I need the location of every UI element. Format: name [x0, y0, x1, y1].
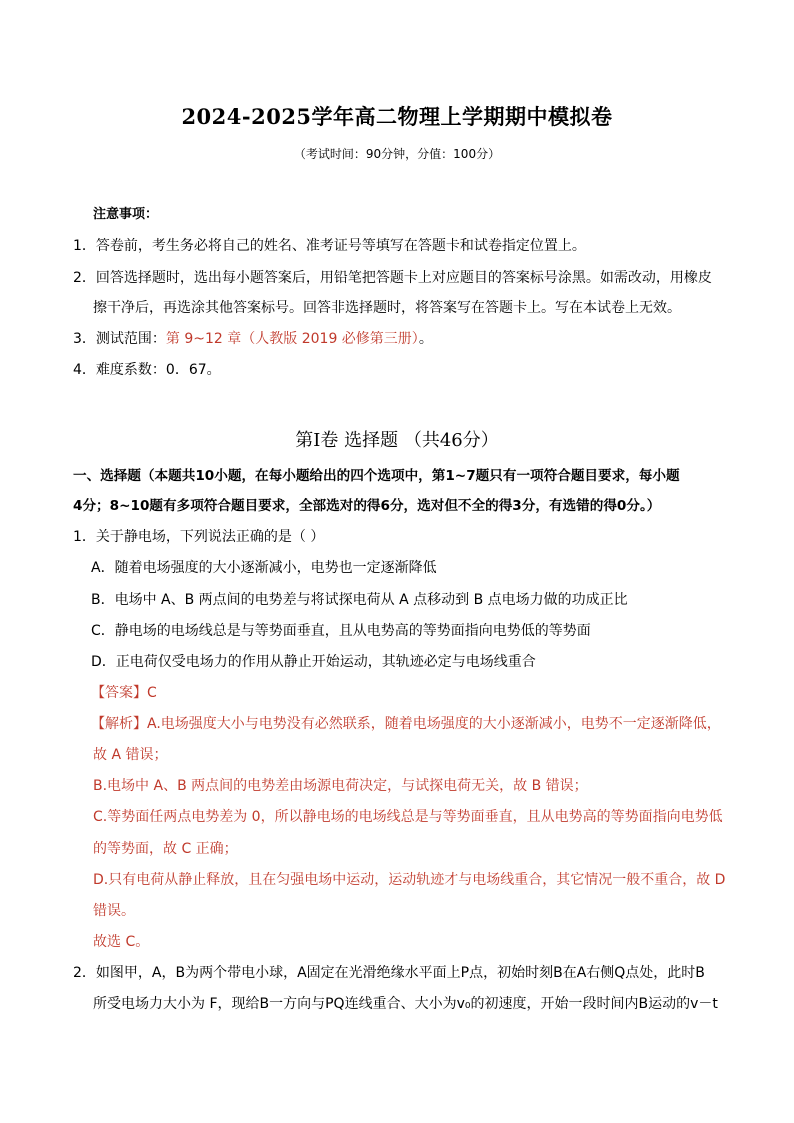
- notice-text: 测试范围：: [95, 331, 166, 347]
- q1-analysis-line: 故选 C。: [93, 934, 150, 950]
- q2-stem-line-1: 2．如图甲，A，B为两个带电小球，A固定在光滑绝缘水平面上P点，初始时刻B在A右侧Q点处，此时B: [73, 965, 705, 981]
- test-scope: 第 9~12 章（人教版 2019 必修第三册）: [165, 331, 419, 347]
- q2-stem-line-2: 所受电场力大小为 F，现给B一方向与PQ连线重合、大小为v₀的初速度，开始一段时间内B运动的v－t: [93, 996, 718, 1012]
- notice-item-2: [73, 268, 712, 288]
- q1-answer: 【答案】C: [91, 685, 157, 701]
- q1-analysis-line: C.等势面任两点电势差为 0，所以静电场的电场线总是与等势面垂直，且从电势高的等势面指向电势低: [93, 809, 723, 825]
- notice-text: 答卷前，考生务必将自己的姓名、准考证号等填写在答题卡和试卷指定位置上。: [95, 238, 586, 254]
- section-title: 第Ⅰ卷 选择题 （共46分）: [295, 430, 499, 451]
- notice-item-3: 3．测试范围：第 9~12 章（人教版 2019 必修第三册）。: [73, 331, 433, 347]
- notice-item-1: [73, 236, 586, 256]
- notice-num: 2．: [73, 270, 96, 286]
- q1-analysis-line: D.只有电荷从静止释放，且在匀强电场中运动，运动轨迹才与电场线重合，其它情况一般不重合，故 D: [93, 872, 726, 888]
- page-title: 2024-2025学年高二物理上学期期中模拟卷: [181, 104, 613, 129]
- notice-num: 3．: [73, 331, 96, 347]
- q1-option-b: B．电场中 A、B 两点间的电势差与将试探电荷从 A 点移动到 B 点电场力做的功成正比: [91, 592, 628, 608]
- notice-item-2-cont: 擦干净后，再选涂其他答案标号。回答非选择题时，将答案写在答题卡上。写在本试卷上无效。: [93, 300, 681, 316]
- q1-analysis-line: 【解析】A.电场强度大小与电势没有必然联系，随着电场强度的大小逐渐减小，电势不一定逐渐降低，: [91, 716, 721, 732]
- q1-option-d: D．正电荷仅受电场力的作用从静止开始运动，其轨迹必定与电场线重合: [91, 654, 536, 670]
- q1-analysis-line: 故 A 错误；: [93, 747, 168, 763]
- q1-analysis-line: 错误。: [93, 903, 135, 919]
- notice-item-4: [73, 360, 221, 380]
- section-instruction-2: 4分；8~10题有多项符合题目要求，全部选对的得6分，选对但不全的得3分，有选错的得0分。）: [73, 498, 661, 514]
- notice-text: 难度系数：0．67。: [95, 362, 221, 378]
- notice-num: 4．: [73, 362, 96, 378]
- q1-option-c: C．静电场的电场线总是与等势面垂直，且从电势高的等势面指向电势低的等势面: [91, 623, 591, 639]
- section-instruction-1: 一、选择题（本题共10小题，在每小题给出的四个选项中，第1~7题只有一项符合题目要求，每小题: [73, 468, 680, 484]
- q1-stem: 1．关于静电场，下列说法正确的是（ ）: [73, 529, 325, 545]
- q1-analysis-line: 的等势面，故 C 正确；: [93, 841, 238, 857]
- notice-num: 1．: [73, 238, 96, 254]
- notice-text: 回答选择题时，选出每小题答案后，用铅笔把答题卡上对应题目的答案标号涂黑。如需改动，用橡皮: [95, 270, 712, 286]
- q1-option-a: A．随着电场强度的大小逐渐减小，电势也一定逐渐降低: [91, 560, 437, 576]
- page-subtitle: （考试时间：90分钟，分值：100分）: [293, 147, 501, 161]
- q1-analysis-line: B.电场中 A、B 两点间的电势差由场源电荷决定，与试探电荷无关，故 B 错误；: [93, 778, 588, 794]
- notice-heading: 注意事项：: [93, 207, 159, 222]
